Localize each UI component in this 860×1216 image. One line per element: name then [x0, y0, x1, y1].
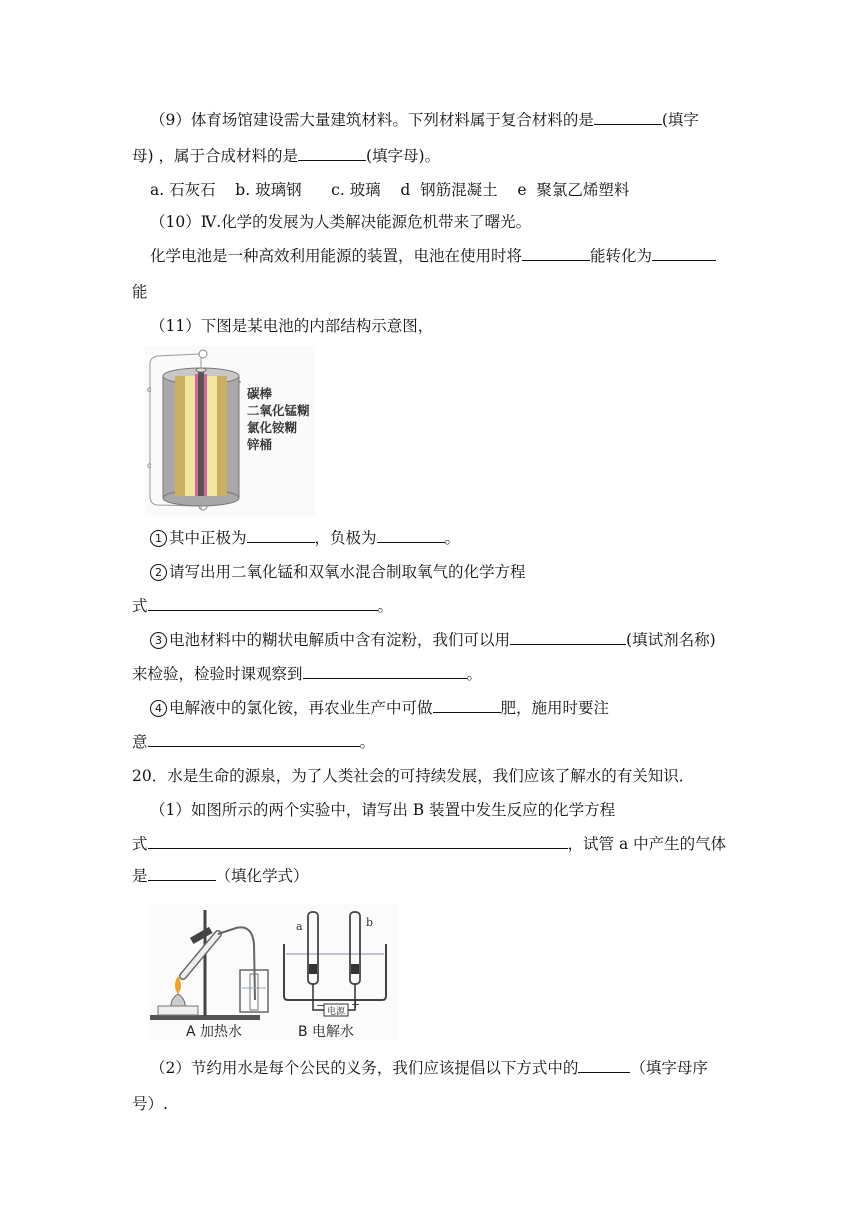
q20-p1-line3 [132, 866, 309, 886]
bulb-mark: c [147, 461, 152, 470]
q20-p2-line2: 号）. [132, 1095, 168, 1113]
q11-sub2-line2 [132, 596, 393, 616]
answer-blank[interactable] [377, 528, 445, 543]
answer-blank[interactable] [148, 732, 360, 747]
bulb-mark: c [147, 385, 152, 394]
label-tube-b: b [366, 916, 374, 929]
q11-text: 。 [359, 733, 376, 751]
q11-text: 肥，施用时要注 [500, 699, 610, 717]
circled-number: 3 [150, 632, 167, 649]
answer-blank[interactable] [594, 110, 662, 125]
answer-blank[interactable] [303, 664, 467, 679]
label-manganese-dioxide: 二氧化锰糊 [247, 403, 310, 418]
circled-number: 4 [150, 700, 167, 717]
caption-heating-water: A 加热水 [186, 1024, 243, 1040]
water-experiment-diagram [148, 904, 398, 1040]
q20-text: ，试管 a 中产生的气体 [567, 835, 727, 853]
q11-text: 电解液中的氯化铵，再农业生产中可做 [169, 699, 433, 717]
q10-text: 化学电池是一种高效利用能源的装置，电池在使用时将 [150, 247, 523, 265]
q11-sub4-line1 [150, 698, 609, 718]
q10-line2: 能 [132, 283, 148, 301]
q11-text: ，负极为 [314, 529, 377, 547]
electrode-right [351, 964, 359, 974]
q11-sub1 [150, 528, 460, 548]
q20-text: 式 [132, 835, 148, 853]
q11-text: 来检验，检验时课观察到 [132, 665, 303, 683]
rod-cap [196, 368, 206, 372]
answer-blank[interactable] [148, 834, 568, 849]
q11-text: (填试剂名称) [626, 631, 716, 649]
q20-text: （填字母序 [630, 1059, 708, 1077]
q11-text: 电池材料中的糊状电解质中含有淀粉，我们可以用 [169, 631, 511, 649]
q20-text: （填化学式） [215, 867, 309, 885]
q20-p1-line1: （1）如图所示的两个实验中，请写出 B 装置中发生反应的化学方程 [150, 801, 616, 819]
q20-title: 20．水是生命的源泉，为了人类社会的可持续发展，我们应该了解水的有关知识． [132, 767, 695, 785]
q9-line2 [132, 146, 440, 166]
answer-blank[interactable] [433, 698, 501, 713]
q10-line1 [150, 246, 716, 266]
answer-blank[interactable] [510, 630, 626, 645]
answer-blank[interactable] [298, 146, 366, 161]
q11-sub2-line1 [150, 562, 526, 582]
answer-blank[interactable] [578, 1058, 630, 1073]
answer-blank[interactable] [148, 866, 216, 881]
label-tube-a: a [296, 920, 303, 933]
caption-electrolysis: B 电解水 [298, 1024, 355, 1040]
q11-sub3-line1 [150, 630, 716, 650]
q20-text: 是 [132, 867, 148, 885]
q11-text: 。 [466, 665, 483, 683]
q11-text: 式 [132, 597, 148, 615]
q11-text: 请写出用二氧化锰和双氧水混合制取氧气的化学方程 [169, 563, 526, 581]
label-positive: + [351, 998, 361, 1011]
q9-text: (填字 [661, 111, 699, 129]
answer-blank[interactable] [522, 246, 590, 261]
q20-text: （2）节约用水是每个公民的义务，我们应该提倡以下方式中的 [150, 1059, 579, 1077]
q11-title: （11）下图是某电池的内部结构示意图， [150, 317, 434, 335]
label-ammonium-chloride: 氯化铵糊 [247, 420, 298, 435]
label-zinc-can: 锌桶 [247, 437, 273, 452]
q11-sub3-line2 [132, 664, 482, 684]
q9-text: (填字母)。 [365, 147, 441, 165]
q11-sub4-line2 [132, 732, 375, 752]
battery-diagram [145, 346, 315, 516]
q11-text: 意 [132, 733, 148, 751]
answer-blank[interactable] [148, 596, 378, 611]
circled-number: 2 [150, 564, 167, 581]
q11-text: 。 [377, 597, 394, 615]
answer-blank[interactable] [652, 246, 716, 261]
label-carbon-rod: 碳棒 [247, 386, 273, 401]
carbon-rod [198, 370, 204, 496]
positive-terminal [199, 350, 207, 358]
q10-title: （10）Ⅳ.化学的发展为人类解决能源危机带来了曙光。 [150, 213, 532, 231]
q11-text: 。 [444, 529, 461, 547]
electrode-left [309, 964, 317, 974]
q9-text: 母) ，属于合成材料的是 [132, 147, 298, 165]
q20-p1-line2 [132, 834, 726, 854]
circled-number: 1 [150, 530, 167, 547]
q11-text: 其中正极为 [169, 529, 247, 547]
lamp-base [158, 1006, 198, 1015]
q9-text: （9）体育场馆建设需大量建筑材料。下列材料属于复合材料的是 [150, 111, 594, 129]
q9-line1 [150, 110, 699, 130]
label-negative: − [316, 999, 326, 1012]
q20-p2-line1 [150, 1058, 708, 1078]
answer-blank[interactable] [247, 528, 315, 543]
q9-options: a. 石灰石 b. 玻璃钢 c. 玻璃 d 钢筋混凝土 e 聚氯乙烯塑料 [150, 181, 630, 199]
q10-text: 能转化为 [590, 247, 653, 265]
label-power: 电源 [327, 1007, 346, 1017]
